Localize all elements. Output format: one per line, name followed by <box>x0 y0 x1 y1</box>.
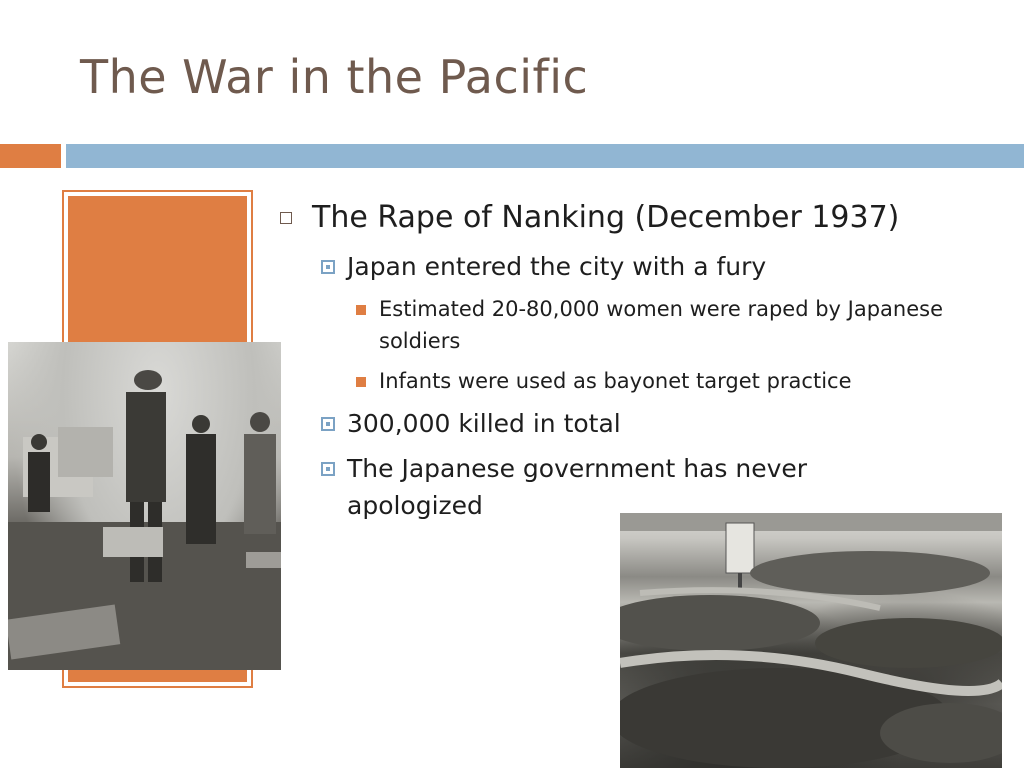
detail-text: Estimated 20-80,000 women were raped by Japanese soldiers <box>379 297 944 353</box>
accent-bar-orange <box>0 144 61 168</box>
bullet-level-1 <box>276 198 976 238</box>
sub-point-text: Japan entered the city with a fury <box>347 252 767 281</box>
boxed-square-bullet-icon <box>321 417 335 431</box>
bullet-level-3 <box>276 365 976 397</box>
historical-photo-street <box>8 342 281 670</box>
sub-point-text: The Japanese government has never apologized <box>347 454 808 520</box>
bullet-level-3 <box>276 293 976 357</box>
heading-text: The Rape of Nanking (December 1937) <box>312 200 900 235</box>
bullet-level-2 <box>276 248 907 285</box>
boxed-square-bullet-icon <box>321 260 335 274</box>
historical-photo-mass-grave <box>620 513 1002 768</box>
detail-text: Infants were used as bayonet target practice <box>379 369 852 393</box>
slide-content <box>276 198 976 532</box>
filled-square-bullet-icon <box>356 377 366 387</box>
filled-square-bullet-icon <box>356 305 366 315</box>
accent-bar-blue <box>66 144 1024 168</box>
boxed-square-bullet-icon <box>321 462 335 476</box>
sub-point-text: 300,000 killed in total <box>347 409 621 438</box>
slide-title: The War in the Pacific <box>80 50 589 104</box>
hollow-square-bullet-icon <box>280 212 292 224</box>
bullet-level-2 <box>276 405 907 442</box>
